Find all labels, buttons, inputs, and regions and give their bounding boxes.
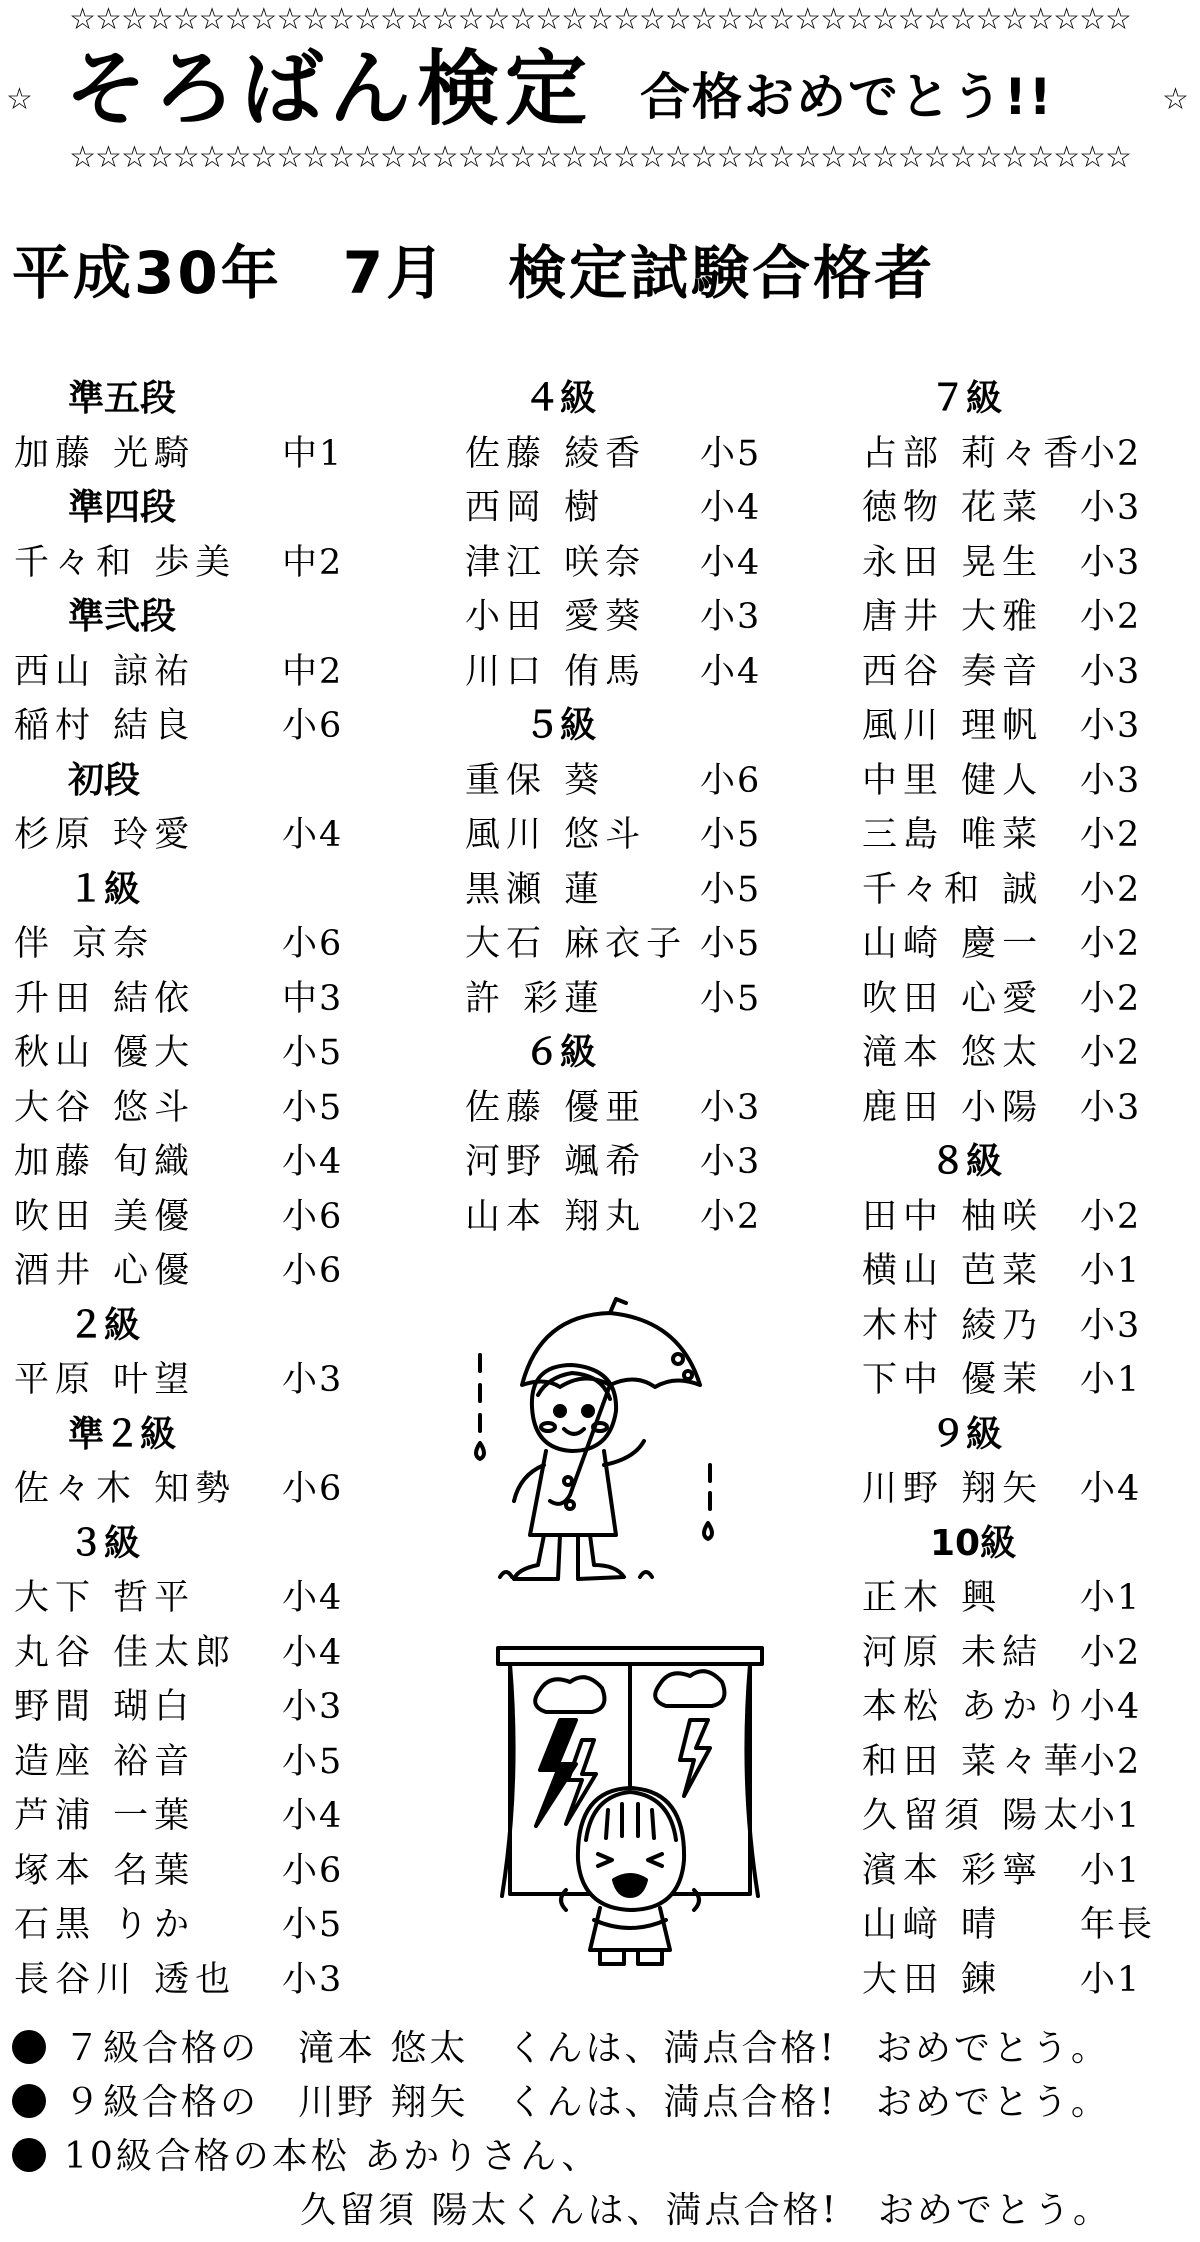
passer-row — [0, 917, 360, 972]
thunderstorm-window-child-icon — [490, 1640, 770, 1970]
passer-name: 横山 芭菜 — [862, 1251, 1044, 1291]
passer-school-year: 年長 — [1080, 1905, 1155, 1945]
passer-row — [430, 536, 790, 591]
passer-row — [0, 1244, 360, 1299]
passer-row — [0, 1680, 360, 1735]
passer-row — [0, 1898, 360, 1953]
grade-heading: ８級 — [930, 1141, 1003, 1182]
grade-heading-row — [0, 590, 360, 645]
passer-row — [850, 1898, 1195, 1953]
grade-heading-row — [0, 372, 360, 427]
note-text: ７級合格の 滝本 悠太 くんは、満点合格! おめでとう。 — [64, 2028, 1110, 2069]
passer-row — [430, 590, 790, 645]
passer-row — [0, 1571, 360, 1626]
passer-school-year: 中1 — [282, 433, 344, 474]
passer-name: 山本 翔丸 — [465, 1196, 647, 1237]
passer-school-year: 中3 — [282, 978, 344, 1019]
grade-heading-row — [0, 754, 360, 809]
passer-school-year: 小1 — [1080, 1850, 1142, 1891]
grade-heading: 初段 — [68, 759, 141, 801]
passer-row — [430, 863, 790, 918]
bullet-icon — [12, 2030, 46, 2064]
passer-row — [0, 1026, 360, 1081]
passer-school-year: 小6 — [282, 1196, 344, 1237]
passer-school-year: 小3 — [1080, 542, 1142, 583]
grade-heading: 準四段 — [68, 487, 177, 528]
passer-school-year: 小4 — [282, 1142, 344, 1182]
passer-row — [850, 645, 1195, 700]
passer-row — [0, 1735, 360, 1790]
passer-name: 永田 晃生 — [862, 542, 1044, 583]
passer-school-year: 小2 — [1080, 924, 1142, 964]
passer-school-year: 小3 — [700, 1142, 762, 1182]
passer-name: 造座 裕音 — [14, 1741, 196, 1782]
grade-heading: ９級 — [930, 1413, 1003, 1455]
passer-name: 滝本 悠太 — [862, 1033, 1044, 1073]
grade-heading: ４級 — [524, 378, 597, 419]
passer-name: 升田 結依 — [14, 978, 196, 1019]
passer-name: 和田 菜々華 — [862, 1741, 1085, 1782]
passer-name: 酒井 心優 — [14, 1251, 196, 1291]
passer-name: 加藤 光騎 — [14, 433, 196, 474]
grade-heading: ５級 — [524, 705, 597, 746]
passer-name: 久留須 陽太 — [862, 1796, 1085, 1836]
passer-name: 千々和 誠 — [862, 869, 1044, 910]
passer-row — [0, 808, 360, 863]
passer-row — [0, 1789, 360, 1844]
passer-row — [850, 1244, 1195, 1299]
grade-heading: ７級 — [930, 378, 1003, 419]
star-border-bottom: ☆☆☆☆☆☆☆☆☆☆☆☆☆☆☆☆☆☆☆☆☆☆☆☆☆☆☆☆☆☆☆☆☆☆☆☆☆☆☆☆☆ — [69, 140, 1131, 175]
passer-name: 杉原 玲愛 — [14, 815, 196, 855]
passer-school-year: 小4 — [700, 651, 762, 692]
passer-row — [850, 1299, 1195, 1354]
passer-school-year: 小6 — [282, 924, 344, 964]
passer-row — [850, 1844, 1195, 1899]
passer-name: 吹田 美優 — [14, 1196, 196, 1237]
passer-row — [850, 863, 1195, 918]
passer-name: 川野 翔矢 — [862, 1469, 1044, 1509]
passer-school-year: 小5 — [700, 869, 762, 910]
banner-title: そろばん検定 — [65, 42, 594, 137]
passer-name: 中里 健人 — [862, 760, 1044, 801]
star-left-icon: ☆ — [6, 82, 33, 117]
passer-name: 風川 理帆 — [862, 706, 1044, 746]
passer-name: 秋山 優大 — [14, 1033, 196, 1073]
note-item — [12, 2076, 1192, 2130]
passer-row — [430, 1135, 790, 1190]
passer-row — [430, 972, 790, 1027]
bullet-icon — [12, 2084, 46, 2118]
passer-school-year: 小6 — [282, 1850, 344, 1891]
passer-name: 佐藤 綾香 — [465, 433, 647, 474]
passer-school-year: 小6 — [282, 706, 344, 746]
grade-heading-row — [850, 1408, 1195, 1463]
passer-school-year: 小4 — [282, 1578, 344, 1618]
passer-name: 唐井 大雅 — [862, 597, 1044, 637]
passer-name: 千々和 歩美 — [14, 542, 237, 583]
note-continuation: 久留須 陽太くんは、満点合格! おめでとう。 — [300, 2190, 1112, 2231]
passer-name: 山﨑 晴 — [862, 1905, 1003, 1945]
passer-school-year: 小2 — [1080, 597, 1142, 637]
passer-row — [430, 1190, 790, 1245]
grade-heading-row — [0, 1299, 360, 1354]
passer-name: 稲村 結良 — [14, 706, 196, 746]
passer-school-year: 小5 — [700, 815, 762, 855]
passer-row — [430, 1081, 790, 1136]
column-middle — [430, 372, 790, 1244]
passer-school-year: 小3 — [1080, 488, 1142, 528]
passer-row — [0, 1353, 360, 1408]
passer-name: 黒瀬 蓮 — [465, 869, 606, 910]
grade-heading-row — [850, 1517, 1195, 1572]
passer-school-year: 小3 — [282, 1959, 344, 2000]
passer-school-year: 中2 — [282, 651, 344, 692]
passer-school-year: 小3 — [282, 1687, 344, 1727]
passer-name: 鹿田 小陽 — [862, 1087, 1044, 1128]
passer-row — [850, 1789, 1195, 1844]
passer-school-year: 小3 — [1080, 706, 1142, 746]
passer-school-year: 中2 — [282, 542, 344, 583]
passer-row — [850, 427, 1195, 482]
passer-name: 塚本 名葉 — [14, 1850, 196, 1891]
passer-school-year: 小3 — [700, 1087, 762, 1128]
passer-school-year: 小3 — [1080, 651, 1142, 692]
passer-name: 大下 哲平 — [14, 1578, 196, 1618]
passer-row — [0, 1626, 360, 1681]
grade-heading-row — [0, 863, 360, 918]
grade-heading-row — [850, 1135, 1195, 1190]
note-text: ９級合格の 川野 翔矢 くんは、満点合格! おめでとう。 — [64, 2082, 1110, 2123]
passer-name: 丸谷 佳太郎 — [14, 1632, 237, 1673]
passer-row — [850, 754, 1195, 809]
passer-row — [0, 1953, 360, 2008]
note-item — [12, 2022, 1192, 2076]
passer-name: 風川 悠斗 — [465, 815, 647, 855]
passer-row — [0, 1081, 360, 1136]
page-title: 平成30年 7月 検定試験合格者 — [12, 239, 936, 307]
passer-row — [850, 917, 1195, 972]
grade-heading-row — [0, 481, 360, 536]
passer-name: 芦浦 一葉 — [14, 1796, 196, 1836]
passer-name: 下中 優茉 — [862, 1360, 1044, 1400]
passer-school-year: 小2 — [1080, 1632, 1142, 1673]
passer-name: 佐藤 優亜 — [465, 1087, 647, 1128]
passer-school-year: 小1 — [1080, 1959, 1142, 2000]
passer-school-year: 小5 — [700, 924, 762, 964]
note-item — [12, 2130, 1192, 2184]
passer-row — [850, 1353, 1195, 1408]
passer-school-year: 小3 — [1080, 1305, 1142, 1346]
passer-name: 木村 綾乃 — [862, 1305, 1044, 1346]
passer-name: 大田 錬 — [862, 1959, 1003, 2000]
umbrella-child-icon — [460, 1295, 720, 1595]
passer-school-year: 小5 — [700, 433, 762, 474]
passer-row — [850, 1026, 1195, 1081]
passer-row — [0, 645, 360, 700]
passer-name: 西谷 奏音 — [862, 651, 1044, 692]
grade-heading-row — [430, 1026, 790, 1081]
passer-row — [430, 808, 790, 863]
passer-name: 西山 諒祐 — [14, 651, 196, 692]
passer-row — [0, 1462, 360, 1517]
grade-heading-row — [0, 1517, 360, 1572]
passer-school-year: 小4 — [700, 542, 762, 583]
passer-name: 吹田 心愛 — [862, 978, 1044, 1019]
passer-row — [850, 1680, 1195, 1735]
passer-school-year: 小6 — [282, 1469, 344, 1509]
passer-name: 田中 柚咲 — [862, 1196, 1044, 1237]
passer-name: 許 彩蓮 — [465, 978, 606, 1019]
passer-name: 川口 侑馬 — [465, 651, 647, 692]
passer-school-year: 小2 — [1080, 1033, 1142, 1073]
passer-row — [850, 481, 1195, 536]
note-text: 10級合格の本松 あかりさん、 — [64, 2136, 601, 2177]
passer-name: 小田 愛葵 — [465, 597, 647, 637]
passer-school-year: 小3 — [700, 597, 762, 637]
grade-heading: 準五段 — [68, 378, 177, 419]
passer-name: 山崎 慶一 — [862, 924, 1044, 964]
grade-heading-row — [0, 1408, 360, 1463]
passer-school-year: 小3 — [1080, 760, 1142, 801]
passer-row — [850, 590, 1195, 645]
passer-name: 大石 麻衣子 — [465, 924, 688, 964]
grade-heading: ３級 — [68, 1522, 141, 1564]
passer-row — [0, 1135, 360, 1190]
passer-name: 佐々木 知勢 — [14, 1469, 237, 1509]
passer-row — [430, 754, 790, 809]
passer-name: 平原 叶望 — [14, 1360, 196, 1400]
passer-school-year: 小4 — [1080, 1469, 1142, 1509]
passer-school-year: 小6 — [282, 1251, 344, 1291]
passer-row — [0, 1190, 360, 1245]
passer-row — [850, 1626, 1195, 1681]
passer-row — [850, 1462, 1195, 1517]
passer-name: 正木 興 — [862, 1578, 1003, 1618]
grade-heading: ６級 — [524, 1032, 597, 1073]
passer-row — [0, 972, 360, 1027]
grade-heading: 10級 — [930, 1522, 1017, 1564]
passer-row — [850, 536, 1195, 591]
passer-school-year: 小2 — [700, 1196, 762, 1237]
passer-row — [850, 1081, 1195, 1136]
passer-name: 伴 京奈 — [14, 924, 155, 964]
passer-name: 河原 未結 — [862, 1632, 1044, 1673]
passer-name: 河野 颯希 — [465, 1142, 647, 1182]
passer-school-year: 小4 — [282, 1796, 344, 1836]
grade-heading-row — [850, 372, 1195, 427]
passer-row — [0, 1844, 360, 1899]
passer-school-year: 小2 — [1080, 869, 1142, 910]
passer-name: 長谷川 透也 — [14, 1959, 237, 2000]
passer-name: 加藤 旬織 — [14, 1142, 196, 1182]
passer-school-year: 小5 — [700, 978, 762, 1019]
passer-name: 本松 あかり — [862, 1687, 1085, 1727]
passer-row — [0, 427, 360, 482]
star-right-icon: ☆ — [1162, 82, 1189, 117]
passer-row — [850, 699, 1195, 754]
grade-heading: １級 — [68, 868, 141, 910]
passer-school-year: 小4 — [282, 1632, 344, 1673]
passer-row — [850, 972, 1195, 1027]
grade-heading-row — [430, 372, 790, 427]
passer-row — [850, 808, 1195, 863]
passer-name: 徳物 花菜 — [862, 488, 1044, 528]
grade-heading-row — [430, 699, 790, 754]
passer-school-year: 小4 — [700, 488, 762, 528]
passer-name: 濱本 彩寧 — [862, 1850, 1044, 1891]
star-border-top: ☆☆☆☆☆☆☆☆☆☆☆☆☆☆☆☆☆☆☆☆☆☆☆☆☆☆☆☆☆☆☆☆☆☆☆☆☆☆☆☆☆ — [69, 2, 1131, 37]
passer-row — [850, 1190, 1195, 1245]
passer-school-year: 小5 — [282, 1033, 344, 1073]
column-right — [850, 372, 1195, 2007]
passer-school-year: 小1 — [1080, 1360, 1142, 1400]
column-left — [0, 372, 360, 2007]
passer-row — [430, 917, 790, 972]
passer-name: 津江 咲奈 — [465, 542, 647, 583]
passer-row — [0, 536, 360, 591]
passer-row — [0, 699, 360, 754]
passer-row — [430, 645, 790, 700]
passer-school-year: 小6 — [700, 760, 762, 801]
grade-heading: ２級 — [68, 1304, 141, 1346]
passer-school-year: 小1 — [1080, 1251, 1142, 1291]
passer-school-year: 小5 — [282, 1905, 344, 1945]
passer-school-year: 小2 — [1080, 815, 1142, 855]
grade-heading: 準弐段 — [68, 596, 177, 637]
passer-school-year: 小2 — [1080, 433, 1142, 474]
passer-school-year: 小2 — [1080, 1196, 1142, 1237]
passer-row — [850, 1953, 1195, 2008]
passer-row — [430, 427, 790, 482]
passer-name: 占部 莉々香 — [862, 433, 1085, 474]
passer-school-year: 小2 — [1080, 1741, 1142, 1782]
bullet-icon — [12, 2138, 46, 2172]
passer-school-year: 小5 — [282, 1741, 344, 1782]
passer-school-year: 小3 — [1080, 1087, 1142, 1128]
passer-name: 大谷 悠斗 — [14, 1087, 196, 1128]
passer-school-year: 小4 — [1080, 1687, 1142, 1727]
passer-name: 重保 葵 — [465, 760, 606, 801]
passer-name: 三島 唯菜 — [862, 815, 1044, 855]
grade-heading: 準２級 — [68, 1413, 177, 1455]
passer-row — [850, 1571, 1195, 1626]
banner-subtitle: 合格おめでとう!! — [640, 68, 1054, 126]
passer-name: 野間 瑚白 — [14, 1687, 196, 1727]
passer-school-year: 小2 — [1080, 978, 1142, 1019]
passer-school-year: 小1 — [1080, 1796, 1142, 1836]
passer-school-year: 小1 — [1080, 1578, 1142, 1618]
passer-name: 石黒 りか — [14, 1905, 196, 1945]
passer-school-year: 小4 — [282, 815, 344, 855]
passer-school-year: 小3 — [282, 1360, 344, 1400]
passer-row — [850, 1735, 1195, 1790]
notes-list — [12, 2022, 1192, 2184]
passer-row — [430, 481, 790, 536]
passer-name: 西岡 樹 — [465, 488, 606, 528]
passer-school-year: 小5 — [282, 1087, 344, 1128]
